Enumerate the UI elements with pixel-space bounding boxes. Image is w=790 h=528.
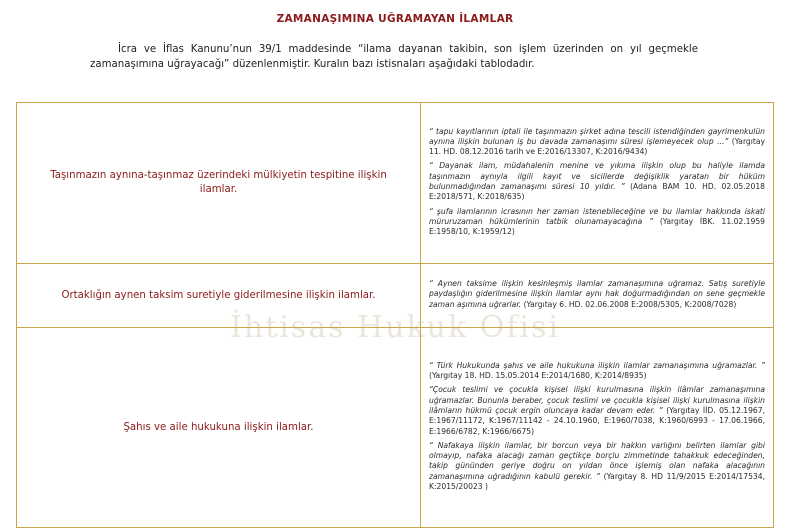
rulings-cell (421, 103, 774, 264)
ruling-quote: “ tapu kayıtlarının iptali ile taşınmazın şirket adına tescili istendiğinden gayrimenkulün aynına ilişkin bulunan iş bu davada zamanaşımı süresi işlemeyecek olup ...” (429, 126, 765, 146)
exceptions-table (16, 102, 774, 528)
category-cell: Taşınmazın aynına-taşınmaz üzerindeki mülkiyetin tespitine ilişkin ilamlar. (17, 103, 421, 264)
ruling-entry (429, 279, 765, 310)
ruling-citation: (Yargıtay İİD. 05.12.1967, E:1967/11172, K:1967/11142 - 24.10.1960, E:1960/7038, K:1960/6993 - 17.06.1966, E:1966/6782, K:1966/6675) (429, 405, 765, 436)
page-title: ZAMANAŞIMINA UĞRAMAYAN İLAMLAR (276, 13, 514, 25)
ruling-quote: “ Türk Hukukunda şahıs ve aile hukukuna ilişkin ilamlar zamanaşımına uğramazlar. ” (429, 360, 765, 370)
ruling-citation: (Yargıtay 11. HD. 08.12.2016 tarih ve E:2016/13307, K:2016/9434) (429, 136, 765, 157)
ruling-citation: (Adana BAM 10. HD. 02.05.2018 E:2018/571, K:2018/635) (429, 182, 765, 202)
ruling-citation: (Yargıtay 18. HD. 15.05.2014 E:2014/1680, K:2014/8935) (429, 371, 647, 381)
ruling-citation: (Yargıtay 6. HD. 02.06.2008 E:2008/5305, K:2008/7028) (523, 299, 737, 309)
ruling-entry (429, 441, 765, 492)
category-cell: Şahıs ve aile hukukuna ilişkin ilamlar. (17, 328, 421, 528)
rulings-cell (421, 328, 774, 528)
ruling-quote: “ şufa ilamlarının icrasının her zaman istenebileceğine ve bu ilamlar hakkında iskati müruruzaman hükümlerinin tatbik olunamayacağına ” (429, 206, 765, 226)
table-row-partition (17, 264, 774, 328)
ruling-citation: (Yargıtay 8. HD 11/9/2015 E:2014/17534, K:2015/20023 ) (429, 471, 765, 491)
intro-paragraph (90, 42, 698, 72)
category-cell: Ortaklığın aynen taksim suretiyle giderilmesine ilişkin ilamlar. (17, 264, 421, 328)
ruling-quote: “ Dayanak ilam, müdahalenin menine ve yıkıma ilişkin olup bu haliyle ilamda taşınmazın aynıyla ilgili kayıt ve sicillerde değişiklik yaratan bir hüküm bulunmadığından zamanaşımı süresi 10 yıldır. ” (429, 161, 765, 191)
table-row-property (17, 103, 774, 264)
ruling-entry (429, 207, 765, 238)
ruling-entry (429, 361, 765, 382)
ruling-entry (429, 127, 765, 158)
ruling-quote: “Çocuk teslimi ve çocukla kişisel ilişki kurulmasına ilişkin ilâmlar zamanaşımına uğramazlar. Bununla beraber, çocuk teslimi ve çocukla kişisel ilişki kurulmasına ilişkin ilâmların hükmü çocuk ergin oluncaya kadar devam eder. ” (429, 385, 765, 415)
rulings-cell (421, 264, 774, 328)
ruling-quote: “ Aynen taksime ilişkin kesinleşmiş ilamlar zamanaşımına uğramaz. Satış suretiyle paydaşlığın giderilmesine ilişkin ilamlar aynı hak doğurmadığından on sene geçmekle zaman aşımına uğrarlar. (429, 279, 765, 309)
intro-text: İcra ve İflas Kanunu’nun 39/1 maddesinde “ilama dayanan takibin, son işlem üzerinden on yıl geçmekle zamanaşımına uğrayacağı” düzenlenmiştir. Kuralın bazı istisnaları aşağıdaki tablodadır. (90, 44, 698, 70)
ruling-entry (429, 385, 765, 436)
ruling-citation: (Yargıtay İBK. 11.02.1959 E:1958/10, K:1959/12) (429, 216, 765, 237)
table-row-family-law (17, 328, 774, 528)
watermark: İhtisas Hukuk Ofisi (229, 310, 561, 345)
ruling-entry (429, 161, 765, 202)
ruling-quote: “ Nafakaya ilişkin ilamlar, bir borcun veya bir hakkın varlığını belirten ilamlar gibi olmayıp, nafaka alacağı zaman geçtikçe borçlu zimmetinde tahakkuk edeceğinden, takip gününden geriye doğru on yıldan önce işlemiş olan nafaka alacağının zamanaşımına uğradığının kabulü gerekir. ” (429, 440, 765, 481)
